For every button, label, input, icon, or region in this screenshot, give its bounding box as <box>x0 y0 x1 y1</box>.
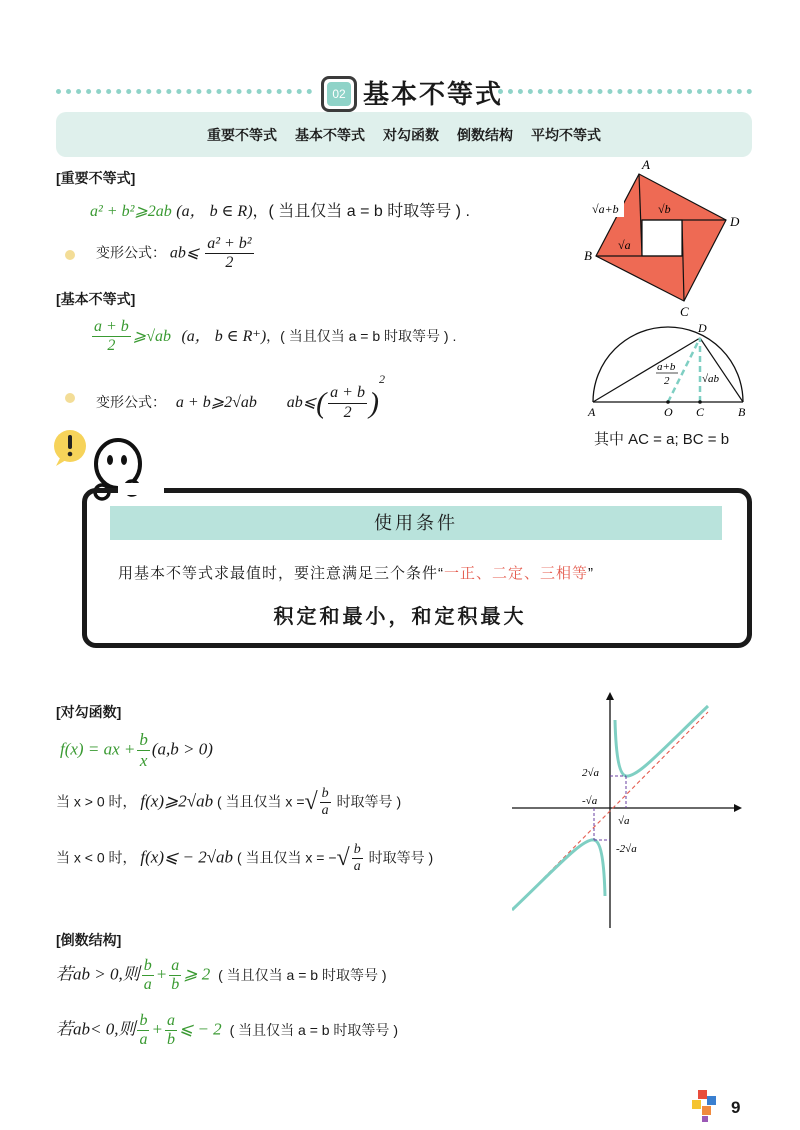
usage-title: 使用条件 <box>110 506 722 540</box>
rec2-frac-2 <box>165 1012 177 1050</box>
label-B: B <box>584 248 592 263</box>
rec2-rel: ⩽ − 2 <box>178 1019 222 1039</box>
rec1-plus: + <box>155 964 168 984</box>
rec2-prefix: 若ab< 0,则 <box>56 1019 136 1039</box>
hook-definition <box>60 730 213 770</box>
f2-den: 2 <box>343 403 352 421</box>
usage-suffix: ” <box>588 565 595 582</box>
point-C <box>698 400 702 404</box>
basic-den: 2 <box>107 337 116 355</box>
hook-pos-frac <box>320 786 331 819</box>
label-hook: [对勾函数] <box>56 704 122 720</box>
mascot-eye-right <box>121 455 127 465</box>
mascot-eye-left <box>107 455 113 465</box>
rec2-b: b <box>137 1012 149 1031</box>
logo-block-orange <box>702 1106 711 1115</box>
section-number-badge <box>321 76 357 112</box>
rec1-frac-1 <box>142 957 154 995</box>
label-mean-den: 2 <box>664 375 670 387</box>
curve-right <box>615 706 708 776</box>
topic-2: 基本不等式 <box>295 126 365 143</box>
reciprocal-line-1 <box>56 957 387 995</box>
frame-gap <box>118 483 164 495</box>
hook-negative <box>56 842 433 875</box>
label-D-semi: D <box>698 321 707 335</box>
deform-fraction <box>205 235 253 273</box>
basic-rel: ⩾√ab <box>132 328 171 346</box>
rec2-b2: b <box>166 1031 175 1049</box>
label-sqrt-a: √a <box>618 238 631 252</box>
point-O <box>666 400 670 404</box>
hook-def-frac <box>137 730 150 770</box>
topic-3: 对勾函数 <box>383 126 439 143</box>
hook-neg-num: b <box>352 842 363 859</box>
rec2-a2: a <box>165 1012 177 1031</box>
hook-def-den: x <box>139 750 148 770</box>
hook-neg-formula: f(x)⩽ − 2√ab <box>140 847 234 867</box>
rec1-prefix: 若ab > 0,则 <box>56 964 140 984</box>
reciprocal-line-2 <box>56 1012 398 1050</box>
topic-1: 重要不等式 <box>207 126 277 143</box>
logo-block-yellow <box>692 1100 701 1109</box>
label-basic: [基本不等式] <box>56 291 136 307</box>
hook-def-num: b <box>139 730 148 749</box>
rec1-frac-2 <box>169 957 181 995</box>
header-dots-left <box>56 89 312 94</box>
f2-num: a + b <box>328 384 367 403</box>
semicircle-caption: 其中 AC = a; BC = b <box>594 431 730 448</box>
hook-pos-num: b <box>320 786 331 803</box>
topic-4: 倒数结构 <box>457 126 513 143</box>
basic-deform-1: a + b⩾2√ab <box>175 394 257 411</box>
hook-pos-note: ( 当且仅当 x = <box>216 793 305 810</box>
label-B-semi: B <box>738 405 746 419</box>
basic-cond: (a， b ∈ R⁺) <box>181 328 267 346</box>
logo-block-purple <box>702 1116 708 1122</box>
sqrt-sign: √ <box>336 845 350 872</box>
label-sqrt-a-plus-b: √a+b <box>592 202 619 216</box>
paren-open: ( <box>316 386 327 420</box>
basic-deform <box>96 372 385 422</box>
inner-square <box>642 220 682 256</box>
hook-def-lhs: f(x) = ax + <box>60 739 136 759</box>
hook-positive <box>56 786 401 819</box>
f2-exp: 2 <box>378 372 385 386</box>
label-reciprocal: [倒数结构] <box>56 932 122 948</box>
rec2-note: ( 当且仅当 a = b 时取等号 ) <box>229 1021 398 1038</box>
topics-bar <box>56 112 752 157</box>
rec1-a2: a <box>169 957 181 976</box>
curve-left <box>512 840 605 910</box>
basic-fraction <box>92 318 131 356</box>
logo-block-red <box>698 1090 707 1099</box>
section-number: 02 <box>327 82 351 106</box>
logo-block-blue <box>707 1096 716 1105</box>
label-C: C <box>680 304 689 319</box>
hook-pos-formula: f(x)⩾2√ab <box>140 791 214 811</box>
label-O: O <box>664 405 673 419</box>
bullet-dot <box>65 393 75 403</box>
hook-pos-prefix: 当 x > 0 时， <box>56 793 137 810</box>
hook-graph <box>512 690 748 930</box>
rec1-a: a <box>143 976 152 994</box>
deform-lhs: ab⩽ <box>169 244 200 262</box>
deform-label: 变形公式： <box>96 244 166 261</box>
label-sqrt-ab-semi: √ab <box>702 373 720 385</box>
important-deform <box>96 235 256 273</box>
x-axis-arrow <box>734 804 742 812</box>
rec1-rel: ⩾ 2 <box>183 964 211 984</box>
exclamation-dot <box>68 452 73 457</box>
hook-neg-end: 时取等号 ) <box>368 849 434 866</box>
label-important: [重要不等式] <box>56 170 136 186</box>
basic-deform-2-lhs: ab⩽ <box>286 394 317 411</box>
important-note: ，( 当且仅当 a = b 时取等号 ) . <box>252 203 470 220</box>
header-dots-right <box>498 89 752 94</box>
important-cond: (a， b ∈ R) <box>176 203 253 220</box>
rec2-frac-1 <box>137 1012 149 1050</box>
label-sqrt-a-x: √a <box>618 815 630 827</box>
label-neg-sqrt-a: -√a <box>582 795 598 807</box>
rec2-plus: + <box>151 1019 163 1039</box>
hook-pos-end: 时取等号 ) <box>336 793 402 810</box>
semicircle-figure <box>580 318 758 420</box>
topic-5: 平均不等式 <box>531 126 601 143</box>
rec1-b2: b <box>171 976 180 994</box>
label-sqrt-b: √b <box>658 202 671 216</box>
rec1-b: b <box>142 957 154 976</box>
deform-num: a² + b² <box>205 235 253 254</box>
hook-def-cond: (a,b > 0) <box>151 739 213 759</box>
page-title: 基本不等式 <box>363 80 504 110</box>
important-rel: ⩾2ab <box>134 203 172 220</box>
label-C-semi: C <box>696 405 705 419</box>
usage-highlight: 一正、二定、三相等 <box>444 565 589 582</box>
label-A: A <box>642 158 650 172</box>
paren-close: ) <box>368 386 379 420</box>
bullet-dot <box>65 250 75 260</box>
usage-prefix: 用基本不等式求最值时，要注意满足三个条件“ <box>118 565 444 582</box>
exclamation-mark-icon <box>68 435 72 449</box>
hook-neg-den: a <box>353 859 361 875</box>
page-number: 9 <box>731 1098 741 1117</box>
y-axis-arrow <box>606 692 614 700</box>
important-lhs: a² + b² <box>90 203 135 220</box>
square-figure <box>576 158 756 320</box>
important-formula <box>90 198 470 221</box>
deform-den: 2 <box>225 254 234 272</box>
label-A-semi: A <box>588 405 596 419</box>
usage-line <box>118 562 594 583</box>
basic-deform-label: 变形公式： <box>96 394 166 410</box>
usage-motto: 积定和最小，和定积最大 <box>273 606 527 628</box>
label-mean-num: a+b <box>657 361 676 373</box>
label-2-sqrt-a: 2√a <box>582 767 600 779</box>
label-neg-2-sqrt-a: -2√a <box>616 843 637 855</box>
basic-formula <box>90 318 456 356</box>
basic-note: ，( 当且仅当 a = b 时取等号 ) . <box>266 328 457 345</box>
basic-num: a + b <box>92 318 131 337</box>
rec2-a: a <box>139 1031 148 1049</box>
sqrt-sign: √ <box>304 789 318 816</box>
label-D: D <box>730 214 740 229</box>
hook-pos-den: a <box>321 803 329 819</box>
hook-neg-note: ( 当且仅当 x = − <box>236 849 337 866</box>
hook-neg-frac <box>352 842 363 875</box>
basic-deform-2-fraction <box>328 384 367 422</box>
rec1-note: ( 当且仅当 a = b 时取等号 ) <box>218 966 387 983</box>
logo-icon <box>690 1088 722 1126</box>
hook-neg-prefix: 当 x < 0 时， <box>56 849 137 866</box>
